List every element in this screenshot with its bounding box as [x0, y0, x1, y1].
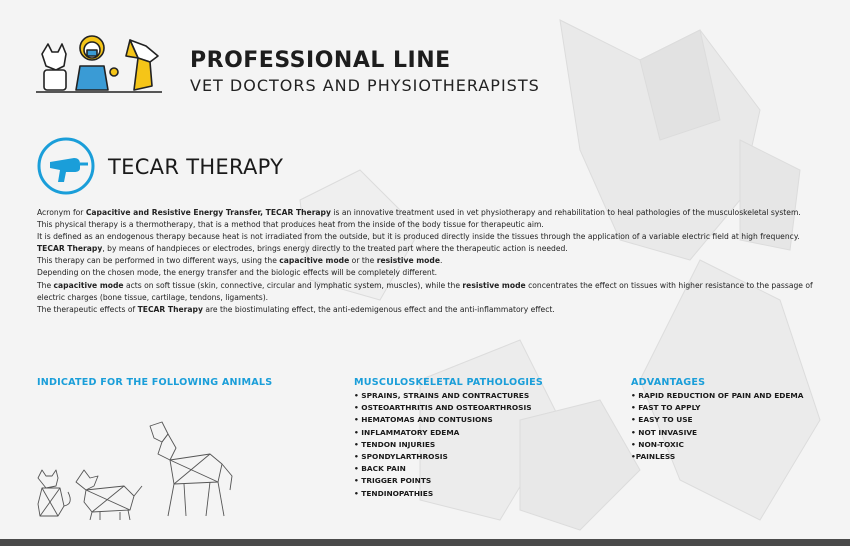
origami-horse-icon	[150, 422, 232, 516]
list-item: • SPRAINS, STRAINS AND CONTRACTURES	[354, 391, 530, 400]
list-item: • BACK PAIN	[354, 464, 406, 474]
paragraph	[37, 280, 817, 304]
text-span: is an innovative treatment used in vet physiotherapy and rehabilitation to heal pathologies of the musculoskeletal system.	[330, 208, 801, 217]
bold-text: capacitive mode	[53, 280, 124, 290]
paragraph	[37, 255, 817, 267]
paragraph	[37, 304, 817, 316]
bottom-bar	[0, 539, 850, 546]
list-item: • EASY TO USE	[631, 415, 693, 425]
pathologies-list	[354, 390, 532, 500]
text-span: acts on soft tissue (skin, connective, circular and lymphatic system, muscles), while the	[123, 280, 463, 290]
text-span: The therapeutic effects of	[37, 304, 138, 314]
list-item: • NOT INVASIVE	[631, 427, 698, 437]
origami-cat-icon	[38, 470, 70, 516]
list-item: • TENDON INJURIES	[354, 439, 436, 449]
paragraph	[37, 207, 817, 219]
page-title: PROFESSIONAL LINE	[190, 48, 451, 73]
list-item: • OSTEOARTHRITIS AND OSTEOARTHROSIS	[354, 403, 532, 413]
paragraph	[37, 243, 817, 255]
text-span: concentrates the effect on tissues with higher resistance to the passage of electric charges (bone tissue, cartilage, tendons, ligaments).	[37, 280, 813, 302]
bold-text: capacitive mode	[279, 256, 350, 266]
text-span: This therapy can be performed in two different ways, using the	[37, 256, 280, 266]
bold-text: resistive mode	[376, 256, 440, 266]
text-span: are the biostimulating effect, the anti-edemigenous effect and the anti-inflammatory effect.	[202, 304, 555, 314]
list-item: • FAST TO APPLY	[631, 403, 701, 413]
list-item: • TRIGGER POINTS	[354, 476, 432, 486]
advantages-heading: ADVANTAGES	[631, 377, 706, 388]
list-item: • TENDINOPATHIES	[354, 488, 434, 498]
text-span: or the	[349, 256, 377, 266]
paragraph: This physical therapy is a thermotherapy, that is a method that produces heat from the inside of the body tissue for therapeutic aim.	[37, 220, 544, 230]
list-item: • RAPID REDUCTION OF PAIN AND EDEMA	[631, 391, 804, 400]
paragraph: It is defined as an endogenous therapy because heat is not irradiated from the outside, but it is produced directly inside the tissues through the application of a variable electric field at high frequency.	[37, 232, 800, 242]
pathologies-heading: MUSCULOSKELETAL PATHOLOGIES	[354, 377, 544, 388]
vet-logo-illustration	[34, 26, 164, 96]
handpiece-icon	[36, 136, 96, 196]
section-title: TECAR THERAPY	[108, 155, 284, 179]
list-item: •PAINLESS	[631, 452, 676, 462]
bold-text: TECAR Therapy	[37, 244, 103, 254]
text-span: The	[37, 280, 54, 290]
list-item: • HEMATOMAS AND CONTUSIONS	[354, 415, 493, 425]
animals-heading: INDICATED FOR THE FOLLOWING ANIMALS	[37, 377, 273, 388]
origami-animals-illustration	[34, 420, 234, 520]
text-span: .	[439, 256, 443, 266]
origami-dog-icon	[76, 470, 142, 520]
paragraph: Depending on the chosen mode, the energy transfer and the biologic effects will be completely different.	[37, 268, 438, 278]
page-subtitle: VET DOCTORS AND PHYSIOTHERAPISTS	[190, 76, 540, 95]
advantages-list	[631, 390, 804, 463]
bold-text: TECAR Therapy	[137, 304, 203, 314]
list-item: • NON-TOXIC	[631, 439, 684, 449]
list-item: • SPONDYLARTHROSIS	[354, 452, 448, 462]
bold-text: Capacitive and Resistive Energy Transfer, TECAR Therapy	[85, 208, 331, 217]
text-span: , by means of handpieces or electrodes, brings energy directly to the treated part where the therapeutic action is needed.	[102, 244, 568, 254]
bold-text: resistive mode	[462, 280, 526, 290]
description-text	[37, 207, 817, 316]
list-item: • INFLAMMATORY EDEMA	[354, 427, 460, 437]
text-span: Acronym for	[37, 208, 86, 217]
